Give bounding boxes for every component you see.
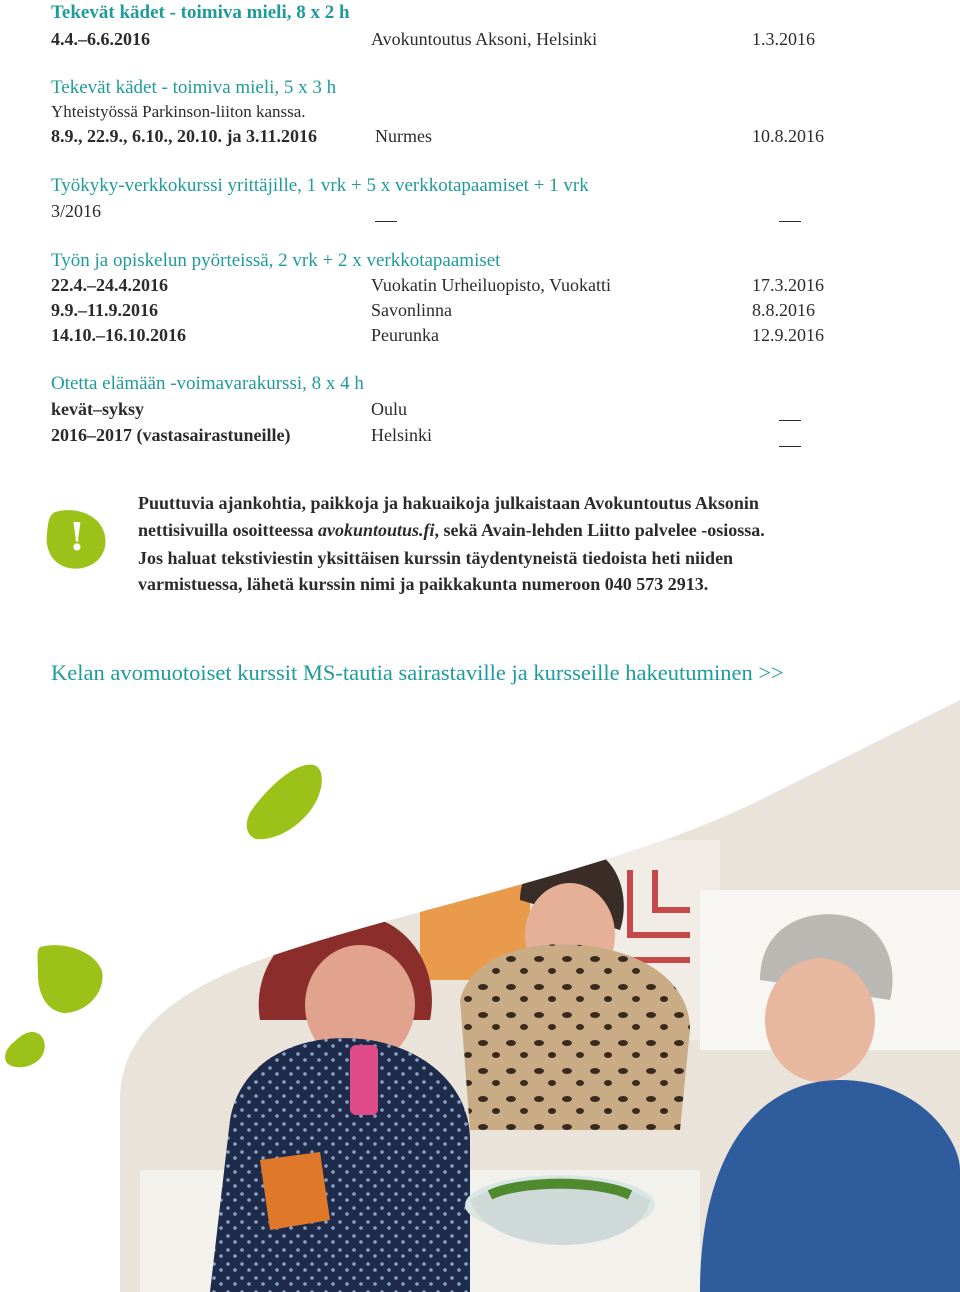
course1-deadline: 1.3.2016 (752, 29, 815, 49)
course5-title: Otetta elämään -voimavarakurssi, 8 x 4 h (51, 373, 364, 394)
course5-row2-dates: 2016–2017 (vastasairastuneille) (51, 425, 291, 445)
course4-row2-deadline: 8.8.2016 (752, 300, 815, 320)
course4-row1-place: Vuokatin Urheiluopisto, Vuokatti (371, 275, 611, 295)
course3-dates: 3/2016 (51, 201, 102, 221)
course3-title: Työkyky-verkkokurssi yrittäjille, 1 vrk + 5 x verkkotapaamiset + 1 vrk (51, 175, 589, 196)
course4-row1-deadline: 17.3.2016 (752, 275, 824, 295)
course5-row2-dash (779, 437, 801, 455)
kela-courses-link[interactable]: Kelan avomuotoiset kurssit MS-tautia sairastaville ja kursseille hakeutuminen >> (51, 660, 784, 685)
exclamation-mark: ! (68, 514, 86, 559)
course4-row1-dates: 22.4.–24.4.2016 (51, 275, 168, 295)
course5-row1-dates: kevät–syksy (51, 399, 145, 419)
course4-row3-deadline: 12.9.2016 (752, 325, 824, 345)
course4-row2-dates: 9.9.–11.9.2016 (51, 300, 159, 320)
course5-row2-place: Helsinki (371, 425, 432, 445)
course2-dates: 8.9., 22.9., 6.10., 20.10. ja 3.11.2016 (51, 126, 318, 146)
notice-line2: nettisivuilla osoitteessa avokuntoutus.fi, sekä Avain-lehden Liitto palvelee -osiossa. (138, 520, 765, 540)
course3-deadline-dash (779, 212, 801, 230)
course4-row3-dates: 14.10.–16.10.2016 (51, 325, 186, 345)
course4-title: Työn ja opiskelun pyörteissä, 2 vrk + 2 x verkkotapaamiset (51, 250, 501, 271)
course2-place: Nurmes (375, 126, 432, 146)
course5-row1-dash (779, 411, 801, 429)
notice-line3: Jos haluat tekstiviestin yksittäisen kurssin täydentyneistä tiedoista heti niiden (138, 548, 734, 568)
course3-place-dash (375, 212, 397, 230)
course4-row2-place: Savonlinna (371, 300, 452, 320)
course1-dates: 4.4.–6.6.2016 (51, 29, 150, 49)
photo-group-cooking (0, 700, 960, 1292)
course2-deadline: 10.8.2016 (752, 126, 824, 146)
course2-title: Tekevät kädet - toimiva mieli, 5 x 3 h (51, 77, 337, 98)
exclamation-icon (45, 508, 109, 572)
course1-title: Tekevät kädet - toimiva mieli, 8 x 2 h (51, 2, 350, 23)
course1-place: Avokuntoutus Aksoni, Helsinki (371, 29, 598, 49)
website-link[interactable]: avokuntoutus.fi (318, 520, 435, 540)
notice-line1: Puuttuvia ajankohtia, paikkoja ja hakuaikoja julkaistaan Avokuntoutus Aksonin (138, 493, 759, 513)
course4-row3-place: Peurunka (371, 325, 439, 345)
course5-row1-place: Oulu (371, 399, 407, 419)
course2-note: Yhteistyössä Parkinson-liiton kanssa. (51, 102, 306, 121)
notice-line4: varmistuessa, lähetä kurssin nimi ja paikkakunta numeroon 040 573 2913. (138, 574, 709, 594)
